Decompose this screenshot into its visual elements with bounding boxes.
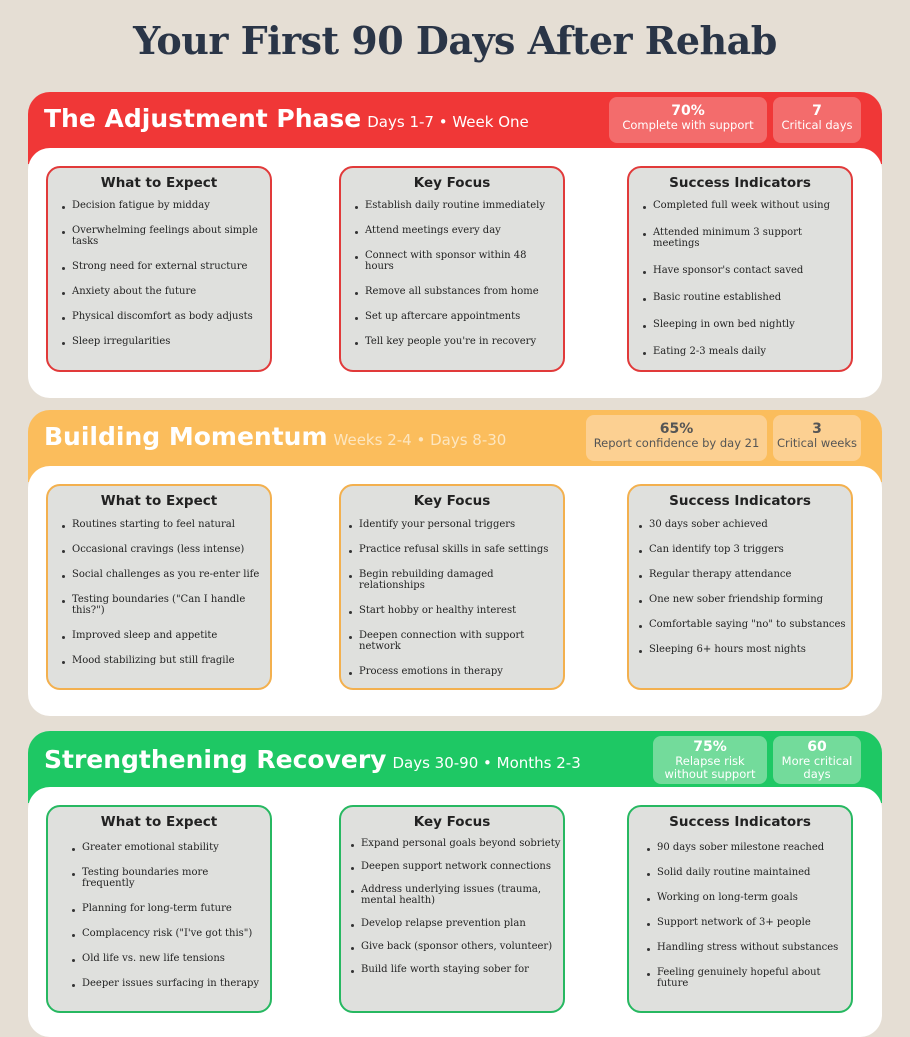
stat-badge: 60 More critical days bbox=[773, 736, 861, 784]
card-list bbox=[341, 838, 563, 975]
list-item: Solid daily routine maintained bbox=[647, 867, 849, 878]
list-item: Attend meetings every day bbox=[355, 225, 555, 236]
card-list bbox=[48, 519, 270, 666]
card-what-to-expect: What to Expect Routines starting to feel natural Occasional cravings (less intense) Social challenges as you re-enter life Testing boundaries ("Can I handle this?") Improved sleep and appetite Mood stabilizing but still fragile bbox=[46, 484, 272, 690]
card-what-to-expect: What to Expect Greater emotional stability Testing boundaries more frequently Planning for long-term future Complacency risk ("I've got this") Old life vs. new life tensions Deeper issues surfacing in therapy bbox=[46, 805, 272, 1013]
list-item: Completed full week without using bbox=[643, 200, 843, 211]
list-item: Occasional cravings (less intense) bbox=[62, 544, 262, 555]
phase-momentum bbox=[28, 410, 882, 716]
phase-subtitle: Weeks 2-4 • Days 8-30 bbox=[333, 431, 507, 449]
list-item: Old life vs. new life tensions bbox=[72, 953, 262, 964]
card-list bbox=[341, 200, 563, 347]
list-item: Complacency risk ("I've got this") bbox=[72, 928, 262, 939]
list-item: Greater emotional stability bbox=[72, 842, 262, 853]
list-item: Handling stress without substances bbox=[647, 942, 849, 953]
list-item: 90 days sober milestone reached bbox=[647, 842, 849, 853]
list-item: Improved sleep and appetite bbox=[62, 630, 262, 641]
card-list bbox=[629, 200, 851, 357]
list-item: Overwhelming feelings about simple tasks bbox=[62, 225, 262, 247]
phase-strengthening bbox=[28, 731, 882, 1037]
list-item: Social challenges as you re-enter life bbox=[62, 569, 262, 580]
list-item: Remove all substances from home bbox=[355, 286, 555, 297]
stat-badge: 75% Relapse risk without support bbox=[653, 736, 767, 784]
card-success-indicators: Success Indicators Completed full week without using Attended minimum 3 support meetings Have sponsor's contact saved Basic routine established Sleeping in own bed nightly Eating 2-3 meals daily bbox=[627, 166, 853, 372]
card-list bbox=[48, 842, 270, 989]
stat-badge: 7 Critical days bbox=[773, 97, 861, 143]
card-success-indicators: Success Indicators 30 days sober achieved Can identify top 3 triggers Regular therapy attendance One new sober friendship forming Comfortable saying "no" to substances Sleeping 6+ hours most nights bbox=[627, 484, 853, 690]
phase-subtitle: Days 1-7 • Week One bbox=[367, 113, 529, 131]
list-item: Identify your personal triggers bbox=[349, 519, 561, 530]
phase-title: Strengthening Recovery Days 30-90 • Months 2-3 bbox=[44, 745, 581, 774]
list-item: Can identify top 3 triggers bbox=[639, 544, 849, 555]
list-item: Testing boundaries more frequently bbox=[72, 867, 262, 889]
phase-subtitle: Days 30-90 • Months 2-3 bbox=[392, 754, 581, 772]
list-item: Have sponsor's contact saved bbox=[643, 265, 843, 276]
phase-title: The Adjustment Phase Days 1-7 • Week One bbox=[44, 104, 529, 133]
list-item: Expand personal goals beyond sobriety bbox=[351, 838, 561, 849]
list-item: Start hobby or healthy interest bbox=[349, 605, 561, 616]
stat-badge: 70% Complete with support bbox=[609, 97, 767, 143]
list-item: Physical discomfort as body adjusts bbox=[62, 311, 262, 322]
list-item: Deeper issues surfacing in therapy bbox=[72, 978, 262, 989]
card-what-to-expect: What to Expect Decision fatigue by midday Overwhelming feelings about simple tasks Strong need for external structure Anxiety about the future Physical discomfort as body adjusts Sleep irregularities bbox=[46, 166, 272, 372]
list-item: Strong need for external structure bbox=[62, 261, 262, 272]
list-item: Attended minimum 3 support meetings bbox=[643, 227, 843, 249]
list-item: Connect with sponsor within 48 hours bbox=[355, 250, 555, 272]
list-item: Working on long-term goals bbox=[647, 892, 849, 903]
list-item: 30 days sober achieved bbox=[639, 519, 849, 530]
stat-badge: 3 Critical weeks bbox=[773, 415, 861, 461]
list-item: Tell key people you're in recovery bbox=[355, 336, 555, 347]
card-list bbox=[48, 200, 270, 347]
list-item: Basic routine established bbox=[643, 292, 843, 303]
list-item: Develop relapse prevention plan bbox=[351, 918, 561, 929]
list-item: Support network of 3+ people bbox=[647, 917, 849, 928]
list-item: Practice refusal skills in safe settings bbox=[349, 544, 561, 555]
list-item: One new sober friendship forming bbox=[639, 594, 849, 605]
list-item: Regular therapy attendance bbox=[639, 569, 849, 580]
card-success-indicators: Success Indicators 90 days sober milestone reached Solid daily routine maintained Working on long-term goals Support network of 3+ people Handling stress without substances Feeling genuinely hopeful about future bbox=[627, 805, 853, 1013]
card-key-focus: Key Focus Expand personal goals beyond sobriety Deepen support network connections Address underlying issues (trauma, mental health) Develop relapse prevention plan Give back (sponsor others, volunteer) Build life worth staying sober for bbox=[339, 805, 565, 1013]
stat-badge: 65% Report confidence by day 21 bbox=[586, 415, 767, 461]
list-item: Sleep irregularities bbox=[62, 336, 262, 347]
list-item: Give back (sponsor others, volunteer) bbox=[351, 941, 561, 952]
list-item: Comfortable saying "no" to substances bbox=[639, 619, 849, 630]
list-item: Testing boundaries ("Can I handle this?") bbox=[62, 594, 262, 616]
list-item: Sleeping in own bed nightly bbox=[643, 319, 843, 330]
card-list bbox=[629, 842, 851, 989]
phase-adjustment bbox=[28, 92, 882, 398]
list-item: Process emotions in therapy bbox=[349, 666, 561, 677]
list-item: Eating 2-3 meals daily bbox=[643, 346, 843, 357]
list-item: Planning for long-term future bbox=[72, 903, 262, 914]
card-list bbox=[341, 519, 563, 677]
list-item: Mood stabilizing but still fragile bbox=[62, 655, 262, 666]
list-item: Routines starting to feel natural bbox=[62, 519, 262, 530]
list-item: Deepen connection with support network bbox=[349, 630, 561, 652]
list-item: Set up aftercare appointments bbox=[355, 311, 555, 322]
list-item: Address underlying issues (trauma, mental health) bbox=[351, 884, 561, 906]
list-item: Sleeping 6+ hours most nights bbox=[639, 644, 849, 655]
list-item: Feeling genuinely hopeful about future bbox=[647, 967, 849, 989]
list-item: Anxiety about the future bbox=[62, 286, 262, 297]
list-item: Establish daily routine immediately bbox=[355, 200, 555, 211]
list-item: Build life worth staying sober for bbox=[351, 964, 561, 975]
card-list bbox=[629, 519, 851, 655]
phase-title: Building Momentum Weeks 2-4 • Days 8-30 bbox=[44, 422, 507, 451]
list-item: Decision fatigue by midday bbox=[62, 200, 262, 211]
card-key-focus: Key Focus Identify your personal triggers Practice refusal skills in safe settings Begin rebuilding damaged relationships Start hobby or healthy interest Deepen connection with support network Process emotions in therapy bbox=[339, 484, 565, 690]
page-title: Your First 90 Days After Rehab bbox=[133, 18, 777, 63]
card-key-focus: Key Focus Establish daily routine immediately Attend meetings every day Connect with sponsor within 48 hours Remove all substances from home Set up aftercare appointments Tell key people you're in recovery bbox=[339, 166, 565, 372]
list-item: Begin rebuilding damaged relationships bbox=[349, 569, 561, 591]
list-item: Deepen support network connections bbox=[351, 861, 561, 872]
